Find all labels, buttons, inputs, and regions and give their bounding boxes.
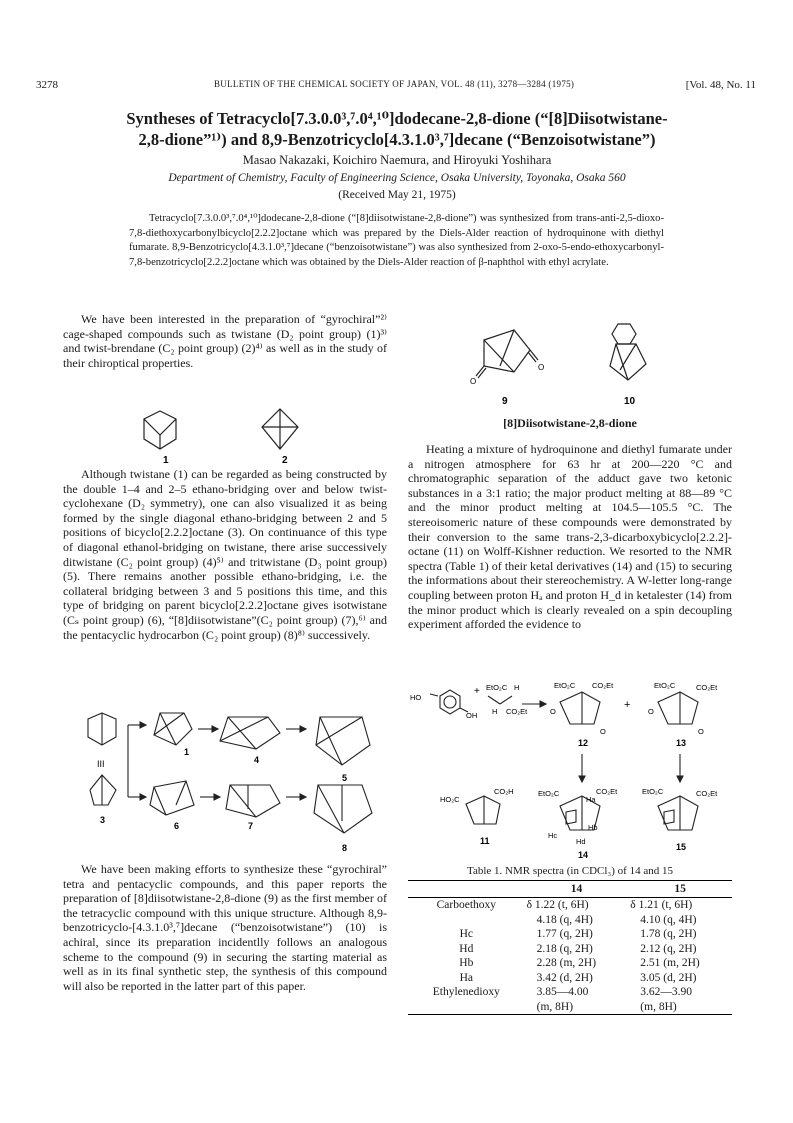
label-14-ester-2: CO₂Et bbox=[596, 787, 618, 796]
table-row bbox=[408, 942, 732, 957]
row-label: Hd bbox=[459, 942, 474, 955]
structure-fumarate bbox=[488, 696, 500, 704]
structure-hydroquinone bbox=[440, 690, 460, 714]
table-header-row bbox=[408, 881, 732, 898]
volume-issue: [Vol. 48, No. 11 bbox=[685, 79, 756, 91]
label-compound-14: 14 bbox=[578, 850, 589, 860]
table-row bbox=[408, 898, 732, 913]
abstract bbox=[129, 212, 664, 270]
table-row bbox=[408, 913, 732, 928]
cell-15: 1.78 (q, 2H) bbox=[640, 928, 697, 940]
col1-closing bbox=[63, 862, 387, 993]
cell-14: 2.18 (q, 2H) bbox=[536, 942, 593, 955]
structure-twistane bbox=[144, 411, 176, 449]
row-label: Carboethoxy bbox=[436, 899, 497, 911]
label-h-2: H bbox=[492, 707, 498, 716]
label-13-o2: O bbox=[698, 727, 704, 736]
symbol-iii: III bbox=[97, 759, 105, 769]
label-compound-9: 9 bbox=[502, 396, 508, 407]
cell-14: (m, 8H) bbox=[525, 1000, 629, 1015]
label-oxygen-9b: O bbox=[538, 363, 545, 372]
table-row bbox=[408, 956, 732, 971]
cell-15: 3.62—3.90 bbox=[640, 986, 693, 998]
cell-14: 3.42 (d, 2H) bbox=[536, 971, 593, 984]
label-12-o1: O bbox=[550, 707, 556, 716]
table-row bbox=[408, 985, 732, 1000]
structure-pentacyclic bbox=[314, 785, 372, 833]
row-label bbox=[408, 913, 525, 928]
table-header-14: 14 bbox=[525, 881, 629, 898]
label-compound-11: 11 bbox=[480, 836, 490, 846]
label-12-o2: O bbox=[600, 727, 606, 736]
label-ho: HO bbox=[410, 693, 422, 702]
label-13-ester-2: CO₂Et bbox=[696, 683, 718, 692]
label-fumarate-ester-1: EtO₂C bbox=[486, 683, 508, 692]
label-compound-5: 5 bbox=[342, 773, 348, 783]
label-11-acid-1: HO₂C bbox=[440, 795, 460, 804]
label-compound-2: 2 bbox=[282, 455, 288, 466]
structure-twist-brendane bbox=[262, 409, 298, 449]
running-header bbox=[36, 79, 756, 93]
label-compound-1: 1 bbox=[163, 455, 169, 466]
table-header-15: 15 bbox=[628, 881, 732, 898]
journal-citation: BULLETIN OF THE CHEMICAL SOCIETY OF JAPAN, VOL. 48 (11), 3278—3284 (1975) bbox=[214, 79, 575, 89]
label-compound-13: 13 bbox=[676, 738, 687, 748]
label-oxygen-9a: O bbox=[470, 377, 477, 386]
row-label: Hb bbox=[459, 957, 474, 969]
table-row bbox=[408, 971, 732, 986]
nmr-table bbox=[408, 880, 732, 1015]
label-ha: Ha bbox=[586, 795, 596, 804]
cell-14: 4.18 (q, 4H) bbox=[536, 913, 593, 926]
label-hb: Hb bbox=[588, 823, 598, 832]
col2-body bbox=[408, 442, 732, 632]
authors: Masao Nakazaki, Koichiro Naemura, and Hiroyuki Yoshihara bbox=[242, 153, 552, 167]
article-title bbox=[60, 108, 734, 150]
structure-bicyclooctane-bottom bbox=[90, 775, 116, 805]
structure-isotwistane bbox=[150, 781, 194, 815]
title-line-1: Syntheses of Tetracyclo[7.3.0.0³,⁷.0⁴,¹⁰]dodecane-2,8-dione (“[8]Diisotwistane- bbox=[126, 109, 668, 128]
cell-15: 3.05 (d, 2H) bbox=[640, 971, 697, 984]
label-13-o1: O bbox=[648, 707, 654, 716]
col1-intro bbox=[63, 312, 387, 370]
label-11-acid-2: CO₂H bbox=[494, 787, 514, 796]
abstract-text: Tetracyclo[7.3.0.0³,⁷.0⁴,¹⁰]dodecane-2,8-dione (“[8]diisotwistane-2,8-dione”) was synthesized from trans-anti-2,5-dioxo-7,8-diethoxycarbonylbicyclo[2.2.2]octane which was prepared by the Diels-Alder reaction of hydroquinone with diethyl fumarate. 8,9-Benzotricyclo[4.3.1.0³,⁷]decane (“benzoisotwistane”) was also synthesized from 2-oxo-5-endo-ethoxycarbonyl-7,8-benzotricyclo[2.2.2]octane which was obtained by the Diels-Alder reaction of β-naphthol with ethyl acrylate. bbox=[129, 213, 664, 268]
col1-paragraph-2: Although twistane (1) can be regarded as being constructed by the double 1–4 and 2–5 ethano-bridging over and below twist-cyclohexane (D₂ symmetry), one can also visualized it as being formed by the single diagonal ethano-bridging between 2 and 5 positions of bicyclo[2.2.2]octane (3). On continuance of this type of diagonal ethanol-bridging on twistane, there arise successively ditwistane (C₂ point group) (4)⁵⁾ and tritwistane (D₃ point group) (5). There remains another possible ethano-bridging, i.e. the collateral bridging between 3 and 5 positions this time, and this type of bridging on parent bicyclo[2.2.2]octane gives isotwistane (Cₛ point group) (6), “[8]diisotwistane”(C₂ point group) (7),⁶⁾ and the pentacyclic hydrocarbon (C₂ point group) (8)⁸⁾ successively. bbox=[63, 467, 387, 642]
structure-12 bbox=[560, 692, 600, 724]
label-oh: OH bbox=[466, 711, 478, 720]
label-12-ester-1: EtO₂C bbox=[554, 681, 576, 690]
cell-15: 2.51 (m, 2H) bbox=[640, 957, 700, 969]
structure-tritwistane bbox=[316, 717, 370, 765]
cell-15: 4.10 (q, 4H) bbox=[640, 913, 697, 926]
label-compound-8: 8 bbox=[342, 843, 348, 853]
structure-benzoisotwistane bbox=[610, 324, 646, 380]
figure-structures-9-10 bbox=[470, 320, 690, 410]
label-hd: Hd bbox=[576, 837, 586, 846]
label-compound-3: 3 bbox=[100, 815, 106, 825]
structure-diisotwistane-dione bbox=[476, 330, 538, 378]
label-compound-4: 4 bbox=[254, 755, 260, 765]
table-row bbox=[408, 927, 732, 942]
label-12-ester-2: CO₂Et bbox=[592, 681, 614, 690]
plus-sign-1: + bbox=[474, 686, 480, 697]
title-line-2: 2,8-dione”¹⁾) and 8,9-Benzotricyclo[4.3.1.0³,⁷]decane (“Benzoisotwistane”) bbox=[138, 130, 656, 149]
label-compound-12: 12 bbox=[578, 738, 589, 748]
label-compound-10: 10 bbox=[624, 396, 636, 407]
figure-structures-1-2 bbox=[130, 405, 330, 466]
table-caption: Table 1. NMR spectra (in CDCl₃) of 14 and 15 bbox=[467, 865, 673, 877]
col1-paragraph-1: We have been interested in the preparation of “gyrochiral”²⁾ cage-shaped compounds such as twistane (D₂ point group) (1)³⁾ and twist-brendane (C₂ point group) (2)⁴⁾ as well as in the study of their chiroptical properties. bbox=[63, 312, 387, 370]
affiliation: Department of Chemistry, Faculty of Engineering Science, Osaka University, Toyonaka, Osaka 560 bbox=[168, 172, 626, 184]
figure-reaction-scheme bbox=[410, 680, 740, 862]
label-compound-1b: 1 bbox=[184, 747, 190, 757]
table-header-blank bbox=[408, 881, 525, 898]
row-label: Ha bbox=[459, 971, 474, 984]
structure-13 bbox=[658, 692, 698, 724]
structure-ditwistane bbox=[220, 717, 280, 749]
cell-15: 2.12 (q, 2H) bbox=[640, 942, 697, 955]
label-15-ester-1: EtO₂C bbox=[642, 787, 664, 796]
row-label bbox=[408, 1000, 525, 1015]
col2-paragraph-1: Heating a mixture of hydroquinone and diethyl fumarate under a nitrogen atmosphere for 63 hr at 200—220 °C and chromatographic separation of the adduct gave two ketonic substances in a 3:1 ratio; the major product melting at 88—89 °C and the minor product melting at 104.5—105.5 °C. The stereoisomeric nature of these compounds were demonstrated by their conversion to the same trans-2,3-dicarboxybicyclo[2.2.2]-octane (11) on Wolff-Kishner reduction. We resorted to the NMR spectra (Table 1) of their ketal derivatives (14) and (15) to securing the informations about their stereochemistry. A W-letter long-range coupling between proton Hₐ and proton H_d in ketalester (14) from the minor product which is clearly revealed on a spin decoupling experiment afforded the evidence to bbox=[408, 442, 732, 632]
label-14-ester-1: EtO₂C bbox=[538, 789, 560, 798]
label-fumarate-ester-2: CO₂Et bbox=[506, 707, 528, 716]
cell-14: 2.28 (m, 2H) bbox=[536, 957, 597, 969]
cell-15: δ 1.21 (t, 6H) bbox=[630, 899, 693, 911]
cell-14: δ 1.22 (t, 6H) bbox=[526, 899, 589, 911]
row-label: Ethylenedioxy bbox=[432, 986, 500, 998]
label-compound-15: 15 bbox=[676, 842, 687, 852]
label-hc: Hc bbox=[548, 831, 558, 840]
label-h-1: H bbox=[514, 683, 520, 692]
label-compound-6: 6 bbox=[174, 821, 180, 831]
label-compound-7: 7 bbox=[248, 821, 254, 831]
row-label: Hc bbox=[459, 928, 474, 940]
received-date: (Received May 21, 1975) bbox=[338, 189, 456, 201]
cell-14: 3.85—4.00 bbox=[536, 986, 589, 998]
section-heading: [8]Diisotwistane-2,8-dione bbox=[503, 416, 637, 430]
figure-bridging-scheme bbox=[80, 705, 380, 855]
structure-11 bbox=[466, 796, 500, 824]
label-13-ester-1: EtO₂C bbox=[654, 681, 676, 690]
label-15-ester-2: CO₂Et bbox=[696, 789, 718, 798]
table-row bbox=[408, 1000, 732, 1015]
col1-body bbox=[63, 467, 387, 642]
cell-14: 1.77 (q, 2H) bbox=[536, 928, 593, 940]
col1-paragraph-3: We have been making efforts to synthesize these “gyrochiral” tetra and pentacyclic compounds, and this paper reports the preparation of [8]diisotwistane-2,8-dione (9) as the first member of the tetracyclic compound with this unique structure. Although 8,9-benzotricyclo-[4.3.1.0³,⁷]decane (“benzoisotwistane”) (10) is achiral, since its preparation incidentlly follows an analogous scheme to the compound (9) in securing the starting material as well as in its final synthetic step, the synthesis of this compound will also be reported in the latter part of this paper. bbox=[63, 862, 387, 993]
cell-15: (m, 8H) bbox=[628, 1000, 732, 1015]
plus-sign-2: + bbox=[624, 699, 631, 711]
page-number: 3278 bbox=[36, 79, 58, 91]
